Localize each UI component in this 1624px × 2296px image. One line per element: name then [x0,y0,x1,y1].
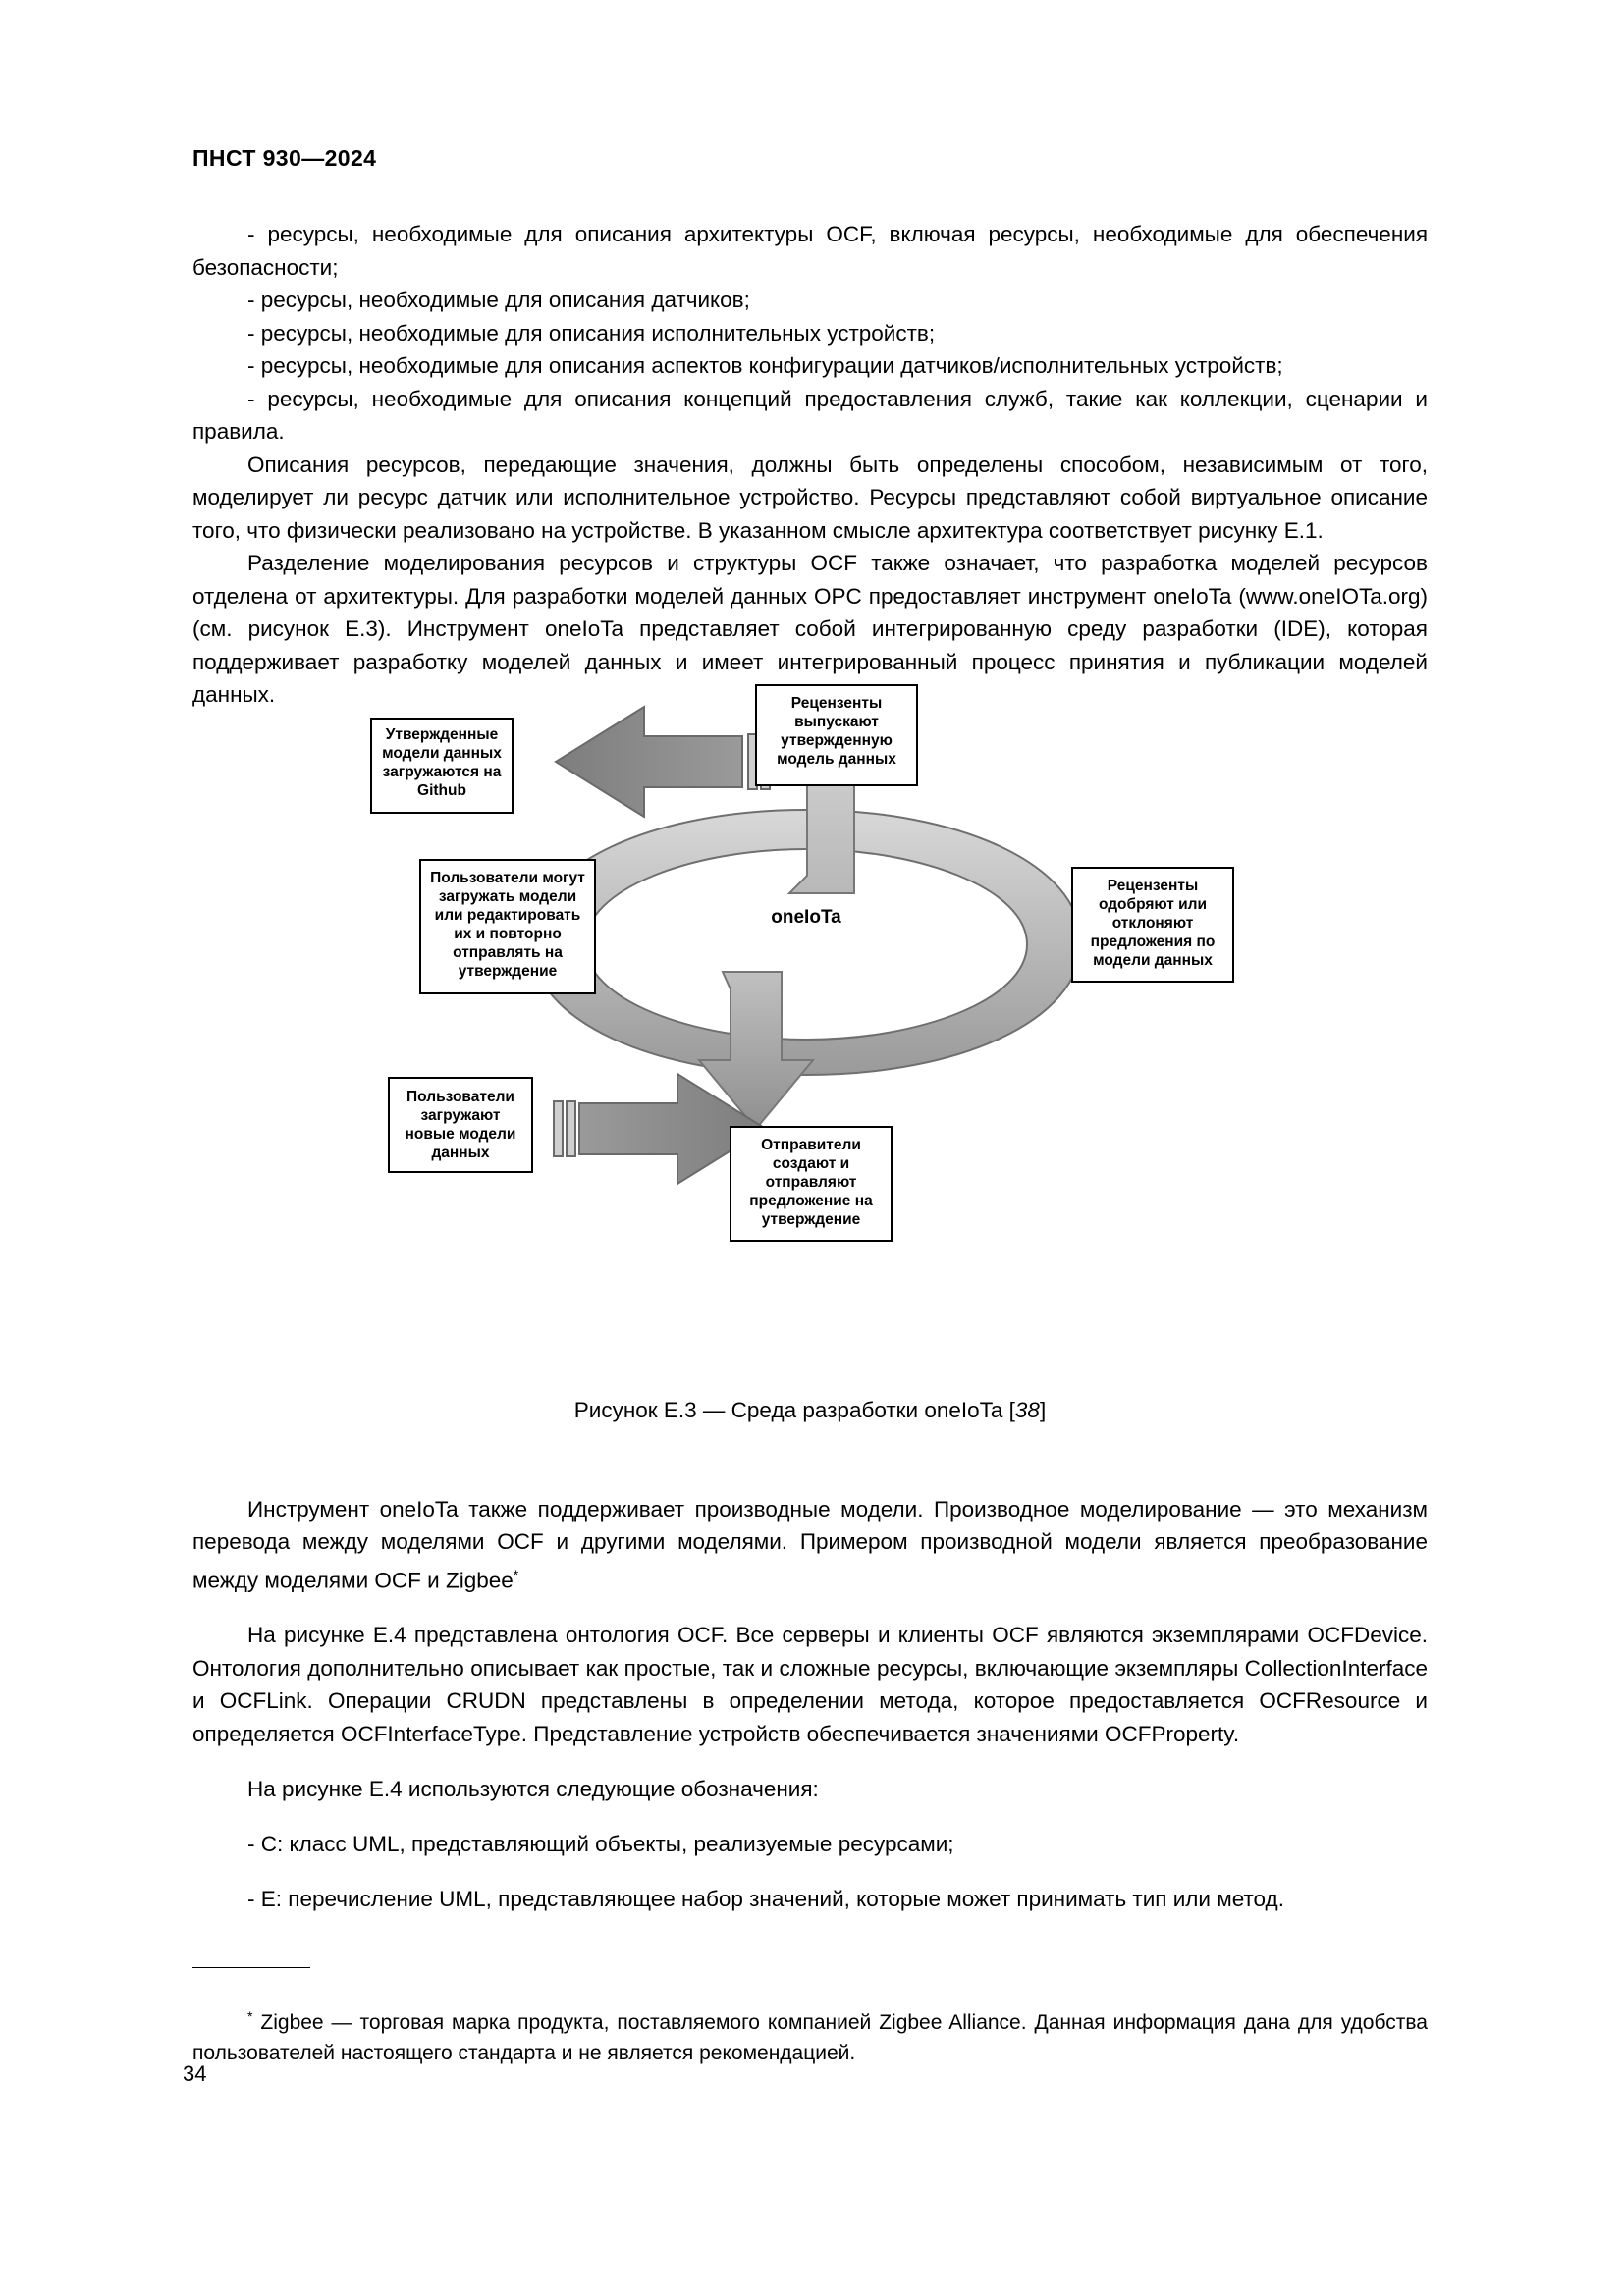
list-item: - C: класс UML, представляющий объекты, реализуемые ресурсами; [247,1831,954,1856]
svg-text:отправлять на: отправлять на [453,944,563,961]
paragraph-1: Описания ресурсов, передающие значения, должны быть определены способом, независимым от того, моделирует ли ресурс датчик или исполнительное устройство. Ресурсы представляют собой виртуальное описание того, что физически реализовано на устройстве. В указанном смысле архитектура соответствует рисунку Е.1. [192,452,1428,543]
svg-text:выпускают: выпускают [794,714,879,730]
body-text-bottom [192,1470,1428,1938]
body-text-top [192,218,1428,712]
paragraph-4: На рисунке Е.4 представлена онтология OCF. Все серверы и клиенты OCF являются экземплярами OCFDevice. Онтология дополнительно описывает как простые, так и сложные ресурсы, включающие экземпляры CollectionInterface и OCFLink. Операции CRUDN представлены в определении метода, которое предоставляется OCFResource и определяется OCFInterfaceType. Представление устройств обеспечивается значениями OCFProperty. [192,1623,1428,1746]
box-users-upload-new [389,1078,532,1172]
bullet-item: - ресурсы, необходимые для описания аспектов конфигурации датчиков/исполнительных устройств; [247,353,1283,378]
svg-text:модели данных: модели данных [382,745,502,762]
paragraph-5: На рисунке Е.4 используются следующие обозначения: [247,1776,819,1801]
box-reviewers-publish [756,685,917,785]
figure-caption-ref: 38 [1014,1398,1040,1422]
footnote-marker-bottom: * [247,2008,253,2024]
svg-text:Пользователи могут: Пользователи могут [430,870,585,886]
bullet-item: - ресурсы, необходимые для описания исполнительных устройств; [247,320,936,346]
svg-text:Утвержденные: Утвержденные [385,726,499,743]
footnote [192,1981,1428,2089]
svg-text:их и повторно: их и повторно [454,926,562,942]
arrow-left-to-github [556,707,770,817]
svg-text:утверждение: утверждение [458,963,558,980]
bullet-item: - ресурсы, необходимые для описания концепций предоставления служб, такие как коллекции, сценарии и правила. [192,386,1428,444]
svg-text:модель данных: модель данных [777,751,896,768]
svg-text:данных: данных [431,1145,490,1161]
svg-text:одобряют или: одобряют или [1098,896,1208,913]
figure-caption [192,1398,1428,1423]
paragraph-2: Разделение моделирования ресурсов и структуры OCF также означает, что разработка моделей ресурсов отделена от архитектуры. Для разработки моделей данных OPC предоставляет инструмент oneIoTa (www.oneIOTa.org) (см. рисунок Е.3). Инструмент oneIoTa представляет собой интегрированную среду разработки (IDE), которая поддерживает разработку моделей данных и имеет интегрированный процесс принятия и публикации моделей данных. [192,551,1428,707]
paragraph-3-text: Инструмент oneIoTa также поддерживает производные модели. Производное моделирование — это механизм перевода между моделями OCF и другими моделями. Примером производной модели является преобразование между моделями OCF и Zigbee [192,1496,1428,1592]
svg-text:предложение на: предложение на [749,1193,873,1209]
svg-text:загружать модели: загружать модели [438,888,577,905]
svg-text:Отправители: Отправители [761,1137,861,1153]
svg-text:загружаются на: загружаются на [382,764,502,780]
svg-text:новые модели: новые модели [405,1126,516,1143]
bullet-item: - ресурсы, необходимые для описания датчиков; [247,288,750,312]
figure-e3 [192,677,1428,1384]
list-item: - E: перечисление UML, представляющее набор значений, которые может принимать тип или метод. [247,1886,1284,1911]
svg-text:утвержденную: утвержденную [781,732,893,749]
svg-text:загружают: загружают [420,1107,501,1124]
svg-text:утверждение: утверждение [761,1211,861,1228]
svg-text:модели данных: модели данных [1093,952,1213,969]
svg-text:Рецензенты: Рецензенты [1107,878,1199,894]
figure-caption-suffix: ] [1039,1398,1047,1422]
svg-text:или редактировать: или редактировать [434,907,581,924]
footnote-line [192,2002,1428,2068]
box-reviewers-approve [1072,868,1233,982]
svg-text:отправляют: отправляют [765,1174,857,1191]
box-submitters [731,1127,892,1241]
box-users-can-upload [420,860,595,993]
svg-text:Рецензенты: Рецензенты [790,695,883,712]
footnote-text: Zigbee — торговая марка продукта, поставляемого компанией Zigbee Alliance. Данная информация дана для удобства пользователей настоящего стандарта и не является рекомендацией. [192,2011,1428,2064]
paragraph-3 [192,1493,1428,1597]
page-header: ПНСТ 930—2024 [192,145,377,171]
bullet-item: - ресурсы, необходимые для описания архитектуры OCF, включая ресурсы, необходимые для обеспечения безопасности; [192,222,1428,280]
svg-text:создают и: создают и [772,1155,850,1172]
svg-text:Пользователи: Пользователи [406,1089,514,1105]
figure-caption-prefix: Рисунок Е.3 — Среда разработки oneIoTa [ [573,1398,1015,1422]
svg-text:Github: Github [417,782,466,799]
center-label: oneIoTa [771,907,841,928]
box-approved-models [371,719,513,813]
footnote-marker: * [513,1566,519,1582]
svg-text:предложения по: предложения по [1090,934,1216,950]
page-number: 34 [183,2061,207,2086]
svg-text:отклоняют: отклоняют [1111,915,1194,932]
footnote-divider [192,1967,310,1968]
